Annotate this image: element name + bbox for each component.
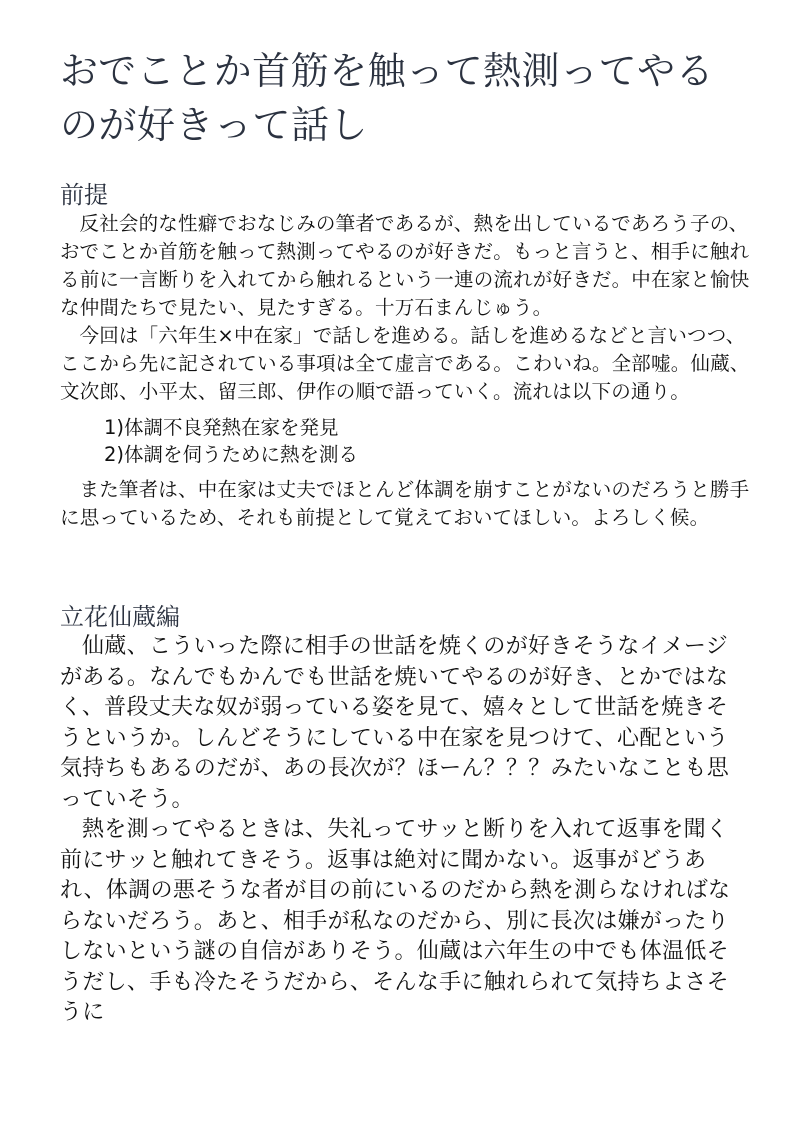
section-premise — [60, 180, 750, 532]
document-page — [60, 44, 750, 1029]
section-heading-sengzo: 立花仙蔵編 — [60, 603, 180, 631]
flow-list — [60, 414, 750, 468]
section-heading-premise: 前提 — [60, 181, 108, 209]
list-item: 2)体調を伺うために熱を測る — [104, 443, 359, 466]
paragraph: 仙蔵、こういった際に相手の世話を焼くのが好きそうなイメージがある。なんでもかんでも世話を焼いてやるのが好き、とかではなく、普段丈夫な奴が弱っている姿を見て、嬉々として世話を焼きそうというか。しんどそうにしている中在家を見つけて、心配という気持ちもあるのだが、あの長次が？ほーん？？？みたいなことも思っていそう。 — [60, 634, 730, 812]
paragraph: 今回は「六年生×中在家」で話しを進める。話しを進めるなどと言いつつ、ここから先に記されている事項は全て虚言である。こわいね。全部嘘。仙蔵、文次郎、小平太、留三郎、伊作の順で語っていく。流れは以下の通り。 — [60, 324, 750, 403]
paragraph: また筆者は、中在家は丈夫でほとんど体調を崩すことがないのだろうと勝手に思っているため、それも前提として覚えておいてほしい。よろしく候。 — [60, 478, 750, 529]
list-item: 1)体調不良発熱在家を発見 — [104, 416, 339, 439]
paragraph: 反社会的な性癖でおなじみの筆者であるが、熱を出しているであろう子の、おでことか首筋を触って熱測ってやるのが好きだ。もっと言うと、相手に触れる前に一言断りを入れてから触れるという一連の流れが好きだ。中在家と愉快な仲間たちで見たい、見たすぎる。十万石まんじゅう。 — [60, 212, 750, 319]
section-sengzo — [60, 602, 750, 1029]
document-title: おでことか首筋を触って熱測ってやるのが好きって話し — [60, 49, 715, 147]
paragraph: 熱を測ってやるときは、失礼ってサッと断りを入れて返事を聞く前にサッと触れてきそう。返事は絶対に聞かない。返事がどうあれ、体調の悪そうな者が目の前にいるのだから熱を測らなければならないだろう。あと、相手が私なのだから、別に長次は嫌がったりしないという謎の自信がありそう。仙蔵は六年生の中でも体温低そうだし、手も冷たそうだから、そんな手に触れられて気持ちよさそうに — [60, 817, 731, 1025]
